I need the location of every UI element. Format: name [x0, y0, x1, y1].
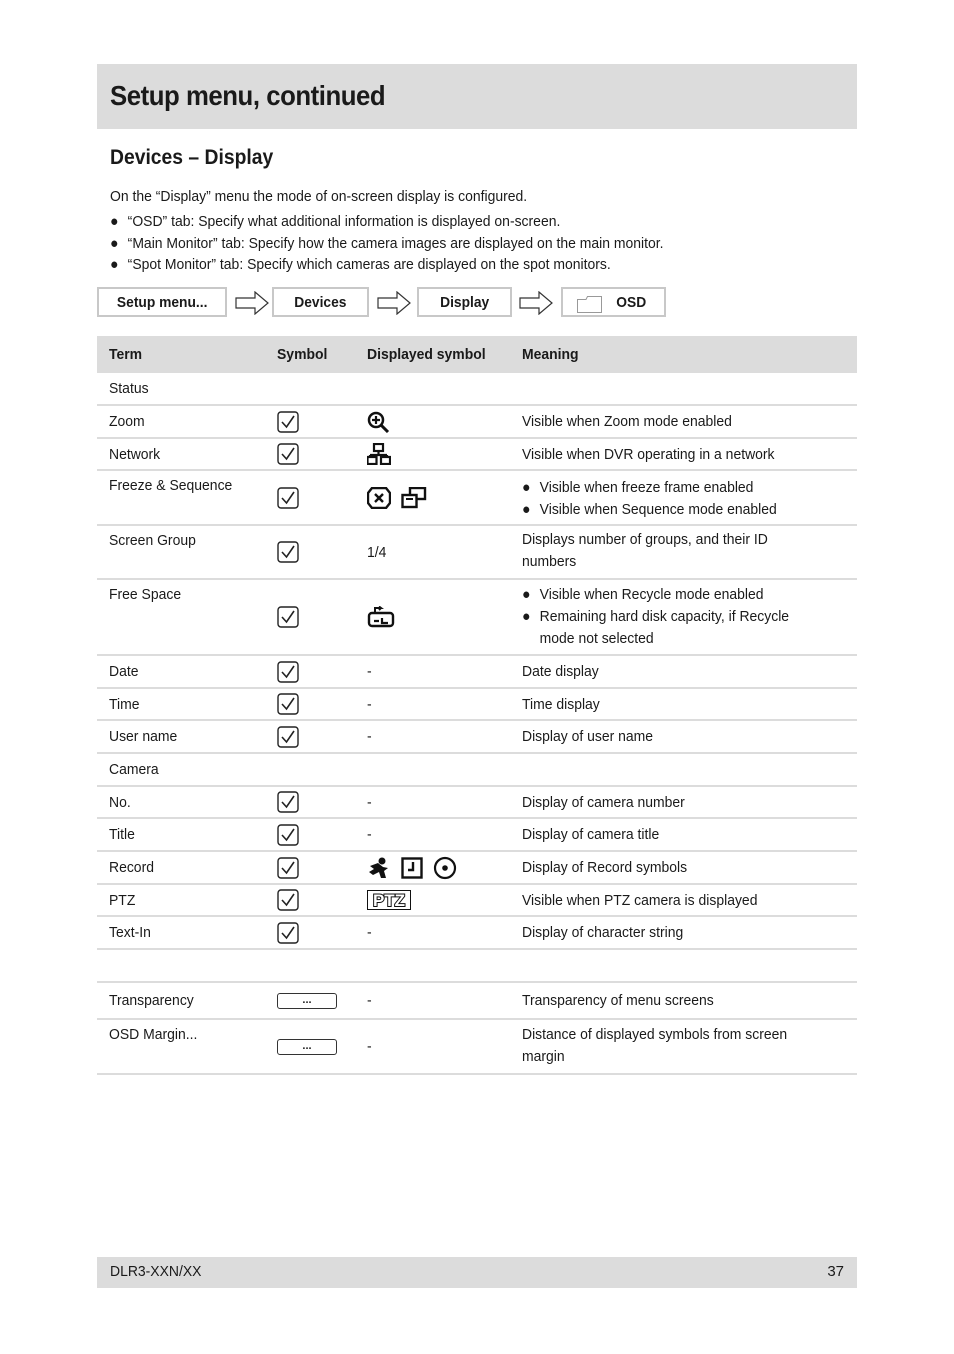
list-item: ● “Main Monitor” tab: Specify how the camera images are displayed on the main monitor.: [110, 234, 664, 252]
osd-margin-button[interactable]: ...: [277, 1039, 337, 1055]
group-row-camera: [97, 753, 857, 786]
intro-text: On the “Display” menu the mode of on-screen display is configured.: [110, 188, 528, 205]
meaning: Distance of displayed symbols from screen: [522, 1026, 788, 1043]
page-title: Setup menu, continued: [110, 80, 386, 111]
meaning: Time display: [522, 695, 600, 713]
page-header: [97, 64, 857, 129]
term: PTZ: [109, 891, 136, 909]
term: Record: [109, 859, 154, 876]
meaning: Visible when DVR operating in a network: [522, 445, 775, 463]
table-row: [97, 982, 857, 1019]
column-header-displayed-symbol: Displayed symbol: [355, 336, 510, 373]
checkbox-checked-icon[interactable]: [277, 857, 299, 879]
term: Transparency: [109, 992, 194, 1009]
displayed-symbol: 1/4: [367, 543, 387, 561]
column-header-term: Term: [97, 336, 265, 373]
transparency-button[interactable]: ...: [277, 993, 337, 1009]
table-row: [97, 579, 857, 655]
table-row: [97, 1019, 857, 1074]
checkbox-checked-icon[interactable]: [277, 922, 299, 944]
displayed-symbol: -: [367, 924, 372, 941]
meaning: numbers: [522, 553, 577, 570]
sequence-icon: [401, 487, 427, 509]
group-label: Status: [109, 380, 149, 397]
meaning: Displays number of groups, and their ID: [522, 531, 768, 548]
crumb-setup-menu: Setup menu...: [97, 287, 227, 317]
term: Network: [109, 445, 161, 463]
displayed-symbol: -: [367, 793, 372, 811]
recycle-disk-icon: [367, 606, 395, 628]
table-row: [97, 851, 857, 884]
page-footer: [97, 1257, 857, 1288]
alarm-record-icon: [433, 856, 457, 880]
crumb-osd: OSD: [561, 287, 666, 317]
checkbox-checked-icon[interactable]: [277, 693, 299, 715]
meaning: Visible when Zoom mode enabled: [522, 413, 732, 430]
displayed-symbol: -: [367, 663, 372, 680]
term: Title: [109, 826, 135, 843]
table-row: [97, 438, 857, 470]
displayed-symbol: -: [367, 695, 372, 713]
checkbox-checked-icon[interactable]: [277, 661, 299, 683]
model-number: DLR3-XXN/XX: [110, 1263, 202, 1280]
meaning: Date display: [522, 663, 599, 680]
column-header-meaning: Meaning: [510, 336, 857, 373]
arrow-right-icon: [377, 291, 411, 315]
meaning: Display of camera title: [522, 826, 660, 843]
meaning: margin: [522, 1048, 565, 1065]
term: Zoom: [109, 413, 145, 430]
meaning: Display of camera number: [522, 793, 685, 811]
ptz-icon: [367, 890, 411, 910]
table-row: [97, 916, 857, 949]
table-row: [97, 405, 857, 438]
table-row: [97, 525, 857, 579]
page-number: 37: [827, 1263, 844, 1280]
arrow-right-icon: [235, 291, 269, 315]
term: Free Space: [109, 586, 182, 603]
term: Screen Group: [109, 532, 196, 549]
displayed-symbol: -: [367, 728, 372, 745]
list-item: mode not selected: [539, 630, 654, 647]
section-title: Devices – Display: [110, 146, 274, 169]
osd-settings-table: [97, 336, 857, 1075]
term: User name: [109, 728, 178, 745]
meaning: Display of user name: [522, 728, 654, 745]
table-row: [97, 884, 857, 916]
arrow-right-icon: [519, 291, 553, 315]
table-row: [97, 470, 857, 525]
meaning: Display of character string: [522, 924, 684, 941]
table-row: [97, 786, 857, 818]
tab-description-list: [110, 213, 705, 278]
network-icon: [367, 443, 391, 465]
checkbox-checked-icon[interactable]: [277, 541, 299, 563]
displayed-symbol: -: [367, 992, 372, 1009]
term: No.: [109, 793, 131, 811]
list-item: ● Visible when Sequence mode enabled: [522, 501, 777, 518]
timer-record-icon: [401, 857, 423, 879]
checkbox-checked-icon[interactable]: [277, 411, 299, 433]
meaning: Visible when PTZ camera is displayed: [522, 891, 758, 909]
table-row: [97, 720, 857, 753]
meaning-list: [522, 584, 857, 650]
table-row: [97, 655, 857, 688]
checkbox-checked-icon[interactable]: [277, 889, 299, 911]
displayed-symbol: -: [367, 826, 372, 843]
list-item: ● Visible when Recycle mode enabled: [522, 586, 764, 603]
zoom-icon: [367, 411, 391, 433]
crumb-display: Display: [417, 287, 512, 317]
term: Time: [109, 695, 140, 713]
checkbox-checked-icon[interactable]: [277, 824, 299, 846]
table-row: [97, 818, 857, 851]
checkbox-checked-icon[interactable]: [277, 726, 299, 748]
group-row-status: [97, 373, 857, 405]
column-header-symbol: Symbol: [265, 336, 355, 373]
spacer-row: [97, 949, 857, 982]
list-item: ● Remaining hard disk capacity, if Recycle: [522, 608, 790, 625]
term: Date: [109, 663, 139, 680]
meaning: Transparency of menu screens: [522, 992, 714, 1009]
group-label: Camera: [109, 761, 159, 778]
meaning-list: [522, 477, 857, 521]
table-header-row: [97, 336, 857, 373]
crumb-devices: Devices: [272, 287, 369, 317]
term: OSD Margin...: [109, 1026, 198, 1043]
list-item: ● “OSD” tab: Specify what additional information is displayed on-screen.: [110, 213, 561, 230]
term: Freeze & Sequence: [109, 477, 233, 494]
checkbox-checked-icon[interactable]: [277, 606, 299, 628]
checkbox-checked-icon[interactable]: [277, 443, 299, 465]
displayed-symbol: -: [367, 1038, 372, 1055]
term: Text-In: [109, 924, 151, 941]
list-item: ● Visible when freeze frame enabled: [522, 479, 754, 496]
table-row: [97, 688, 857, 720]
meaning: Display of Record symbols: [522, 859, 688, 876]
checkbox-checked-icon[interactable]: [277, 791, 299, 813]
folder-tab-icon: [577, 296, 602, 313]
motion-record-icon: [367, 857, 391, 879]
checkbox-checked-icon[interactable]: [277, 487, 299, 509]
svg-text:PTZ: PTZ: [372, 891, 406, 910]
breadcrumb: [97, 287, 697, 320]
freeze-icon: [367, 487, 391, 509]
list-item: ● “Spot Monitor” tab: Specify which cameras are displayed on the spot monitors.: [110, 256, 611, 273]
